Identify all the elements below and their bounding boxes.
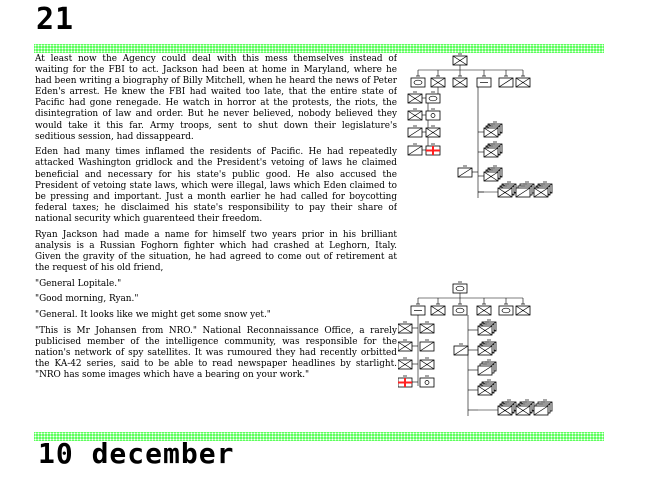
unit-symbol-icon [477, 76, 491, 87]
unit-symbol-icon [484, 170, 498, 181]
story-paragraph: "This is Mr Johansen from NRO." National Reconnaissance Office, a rarely publicised member of the intelligence community, was responsible for the nation's network of spy satellites. It was rumoured they had recently orbitted the KA-42 series, said to be able to read newspaper headlines by starlight. "NRO has some images which have a bearing on your work." [35, 325, 397, 380]
unit-symbol-icon [478, 364, 492, 375]
unit-symbol-icon [426, 126, 440, 137]
unit-symbol-icon [484, 126, 498, 137]
hq-unit-icon [453, 282, 467, 293]
unit-symbol-icon [478, 384, 492, 395]
unit-symbol-icon [411, 304, 425, 315]
unit-symbol-icon [484, 146, 498, 157]
unit-symbol-icon [458, 166, 472, 177]
unit-symbol-icon [516, 186, 530, 197]
unit-symbol-icon [499, 304, 513, 315]
unit-symbol-icon [408, 144, 422, 155]
unit-symbol-icon [453, 76, 467, 87]
story-text [35, 54, 397, 426]
unit-symbol-icon [516, 304, 530, 315]
unit-symbol-icon [408, 92, 422, 103]
unit-symbol-icon [534, 186, 548, 197]
unit-symbol-icon [498, 186, 512, 197]
story-paragraph: "General Lopitale." [35, 278, 122, 289]
unit-symbol-icon [426, 92, 440, 103]
unit-symbol-icon [516, 404, 530, 415]
unit-symbol-icon [498, 404, 512, 415]
unit-symbol-icon [453, 304, 467, 315]
order-of-battle-panel [398, 48, 558, 428]
unit-symbol-icon [398, 340, 412, 351]
story-paragraph: "General. It looks like we might get some snow yet." [35, 309, 271, 320]
day-number: 21 [36, 2, 75, 37]
bottom-order-of-battle-chart [398, 276, 558, 426]
hq-unit-icon [453, 54, 467, 65]
unit-symbol-icon [499, 76, 513, 87]
unit-symbol-icon [431, 304, 445, 315]
unit-symbol-icon [431, 76, 445, 87]
unit-symbol-icon [426, 109, 440, 120]
unit-symbol-icon [408, 126, 422, 137]
story-paragraph: Eden had many times inflamed the residents of Pacific. He had repeatedly attacked Washington gridlock and the President's vetoing of laws he claimed beneficial and necessary for his state's public good. He also accused the President of vetoing state laws, which were illegal, laws which Eden claimed to be pressing and important. Just a month earlier he had called for boycotting federal taxes; he disclaimed his state's responsibility to pay their share of national security which guarenteed their freedom. [35, 147, 397, 224]
unit-symbol-icon [420, 340, 434, 351]
unit-symbol-icon [398, 322, 412, 333]
unit-symbol-icon [477, 304, 491, 315]
unit-symbol-icon [411, 76, 425, 87]
unit-symbol-icon [534, 404, 548, 415]
story-paragraph: At least now the Agency could deal with this mess themselves instead of waiting for the FBI to act. Jackson had been at home in Maryland, where he had been writing a biography of Billy Mitchell, when he heard the news of Peter Eden's arrest. He knew the FBI had waited too late, that the entire state of Pacific had gone renegade. He watch in horror at the protests, the riots, the disintegration of law and order. But he never believed, nobody believed they would take it this far. Army troops, sent to shut down their legislature's seditious session, had dissappeard. [35, 54, 397, 142]
unit-symbol-icon [420, 376, 434, 387]
flag-icon [426, 144, 440, 155]
story-paragraph: "Good morning, Ryan." [35, 294, 139, 305]
unit-symbol-icon [398, 358, 412, 369]
unit-symbol-icon [454, 344, 468, 355]
unit-symbol-icon [478, 344, 492, 355]
unit-symbol-icon [516, 76, 530, 87]
month-label: 10 december [38, 437, 235, 470]
unit-symbol-icon [408, 109, 422, 120]
flag-icon [398, 376, 412, 387]
top-order-of-battle-chart [398, 48, 558, 208]
unit-symbol-icon [420, 322, 434, 333]
unit-symbol-icon [478, 324, 492, 335]
story-paragraph: Ryan Jackson had made a name for himself two years prior in his brilliant analysis is a Russian Foghorn fighter which had crashed at Leghorn, Italy. Given the gravity of the situation, he had agreed to come out of retirement at the request of his old friend, [35, 229, 397, 273]
unit-symbol-icon [420, 358, 434, 369]
